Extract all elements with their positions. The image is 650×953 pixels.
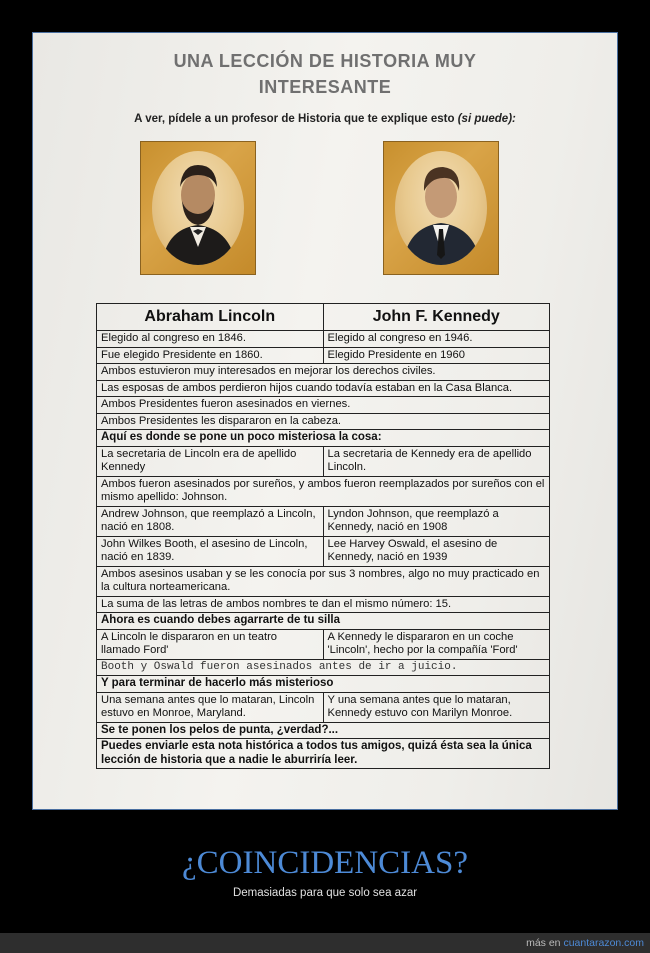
table-row [97, 476, 549, 506]
table-row [97, 738, 549, 768]
footer-prefix: más en [526, 937, 561, 949]
table-cell-full: Ahora es cuando debes agarrarte de tu silla [101, 614, 341, 626]
table-cell-full: Puedes enviarle esta nota histórica a todos tus amigos, quizá ésta sea la única lección de historia que a nadie le aburriría leer. [101, 740, 532, 766]
table-cell-right: La secretaria de Kennedy era de apellido Lincoln. [323, 447, 550, 476]
table-cell-full: Y para terminar de hacerlo más misterioso [101, 677, 334, 689]
subtitle-main: A ver, pídele a un profesor de Historia que te explique esto [134, 113, 455, 125]
table-header-row [97, 304, 549, 330]
table-row [97, 675, 549, 692]
table-row [97, 396, 549, 413]
poster-photo [32, 32, 618, 810]
table-cell-full: Ambos asesinos usaban y se les conocía por sus 3 nombres, algo no muy practicado en la cultura norteamericana. [101, 567, 540, 593]
table-row [97, 446, 549, 476]
table-cell-left: Elegido al congreso en 1846. [101, 332, 246, 344]
table-cell-left: Una semana antes que lo mataran, Lincoln estuvo en Monroe, Maryland. [101, 693, 315, 719]
table-cell-full: Aquí es donde se pone un poco misteriosa la cosa: [101, 431, 382, 443]
lincoln-portrait [140, 141, 256, 275]
footer-text [526, 937, 644, 949]
table-row [97, 629, 549, 659]
table-cell-right: Lyndon Johnson, que reemplazó a Kennedy, nació en 1908 [323, 507, 550, 536]
table-row [97, 380, 549, 397]
table-cell-left: La secretaria de Lincoln era de apellido Kennedy [101, 447, 297, 473]
header-kennedy: John F. Kennedy [323, 304, 550, 330]
poster-title-line2: INTERESANTE [258, 77, 392, 97]
table-cell-right: Y una semana antes que lo mataran, Kennedy estuvo con Marilyn Monroe. [323, 693, 550, 722]
table-cell-full: Las esposas de ambos perdieron hijos cuando todavía estaban en la Casa Blanca. [101, 381, 513, 394]
table-cell-full: Booth y Oswald fueron asesinados antes de ir a juicio. [101, 660, 458, 673]
kennedy-portrait [383, 141, 499, 275]
poster-title-line1: UNA LECCIÓN DE HISTORIA MUY [173, 51, 477, 71]
table-cell-full: Ambos fueron asesinados por sureños, y ambos fueron reemplazados por sureños con el mismo apellido: Johnson. [101, 477, 545, 503]
subtitle-italic: (si puede): [457, 113, 516, 125]
table-row [97, 429, 549, 446]
caption-headline: ¿COINCIDENCIAS? [182, 845, 468, 881]
table-row [97, 659, 549, 676]
table-row [97, 506, 549, 536]
table-row [97, 536, 549, 566]
table-cell-right: Lee Harvey Oswald, el asesino de Kennedy, nació en 1939 [323, 537, 550, 566]
table-cell-right: Elegido al congreso en 1946. [323, 331, 550, 347]
table-row [97, 612, 549, 629]
table-row [97, 330, 549, 347]
table-cell-full: Ambos Presidentes fueron asesinados en viernes. [101, 398, 351, 410]
header-lincoln: Abraham Lincoln [144, 308, 276, 325]
footer-site-link[interactable]: cuantarazon.com [563, 937, 644, 949]
table-row [97, 566, 549, 596]
table-cell-full: Ambos estuvieron muy interesados en mejorar los derechos civiles. [101, 365, 436, 377]
comparison-table [96, 303, 550, 769]
table-cell-full: La suma de las letras de ambos nombres te dan el mismo número: 15. [101, 597, 452, 610]
poster-subtitle [33, 113, 617, 125]
table-row [97, 692, 549, 722]
table-row [97, 363, 549, 380]
table-cell-full: Se te ponen los pelos de punta, ¿verdad?... [101, 723, 339, 736]
table-cell-full: Ambos Presidentes les dispararon en la cabeza. [101, 414, 342, 427]
table-row [97, 347, 549, 364]
table-cell-left: Fue elegido Presidente en 1860. [101, 348, 263, 361]
caption-tagline: Demasiadas para que solo sea azar [232, 887, 418, 899]
table-row [97, 413, 549, 430]
table-row [97, 722, 549, 739]
table-cell-left: John Wilkes Booth, el asesino de Lincoln, nació en 1839. [101, 537, 308, 563]
table-row [97, 596, 549, 613]
table-cell-left: A Lincoln le dispararon en un teatro llamado Ford' [101, 630, 278, 656]
table-cell-right: Elegido Presidente en 1960 [323, 348, 550, 364]
table-cell-left: Andrew Johnson, que reemplazó a Lincoln, nació en 1808. [101, 507, 316, 533]
footer-bar [0, 933, 650, 953]
table-cell-right: A Kennedy le dispararon en un coche 'Lincoln', hecho por la compañía 'Ford' [323, 630, 550, 659]
